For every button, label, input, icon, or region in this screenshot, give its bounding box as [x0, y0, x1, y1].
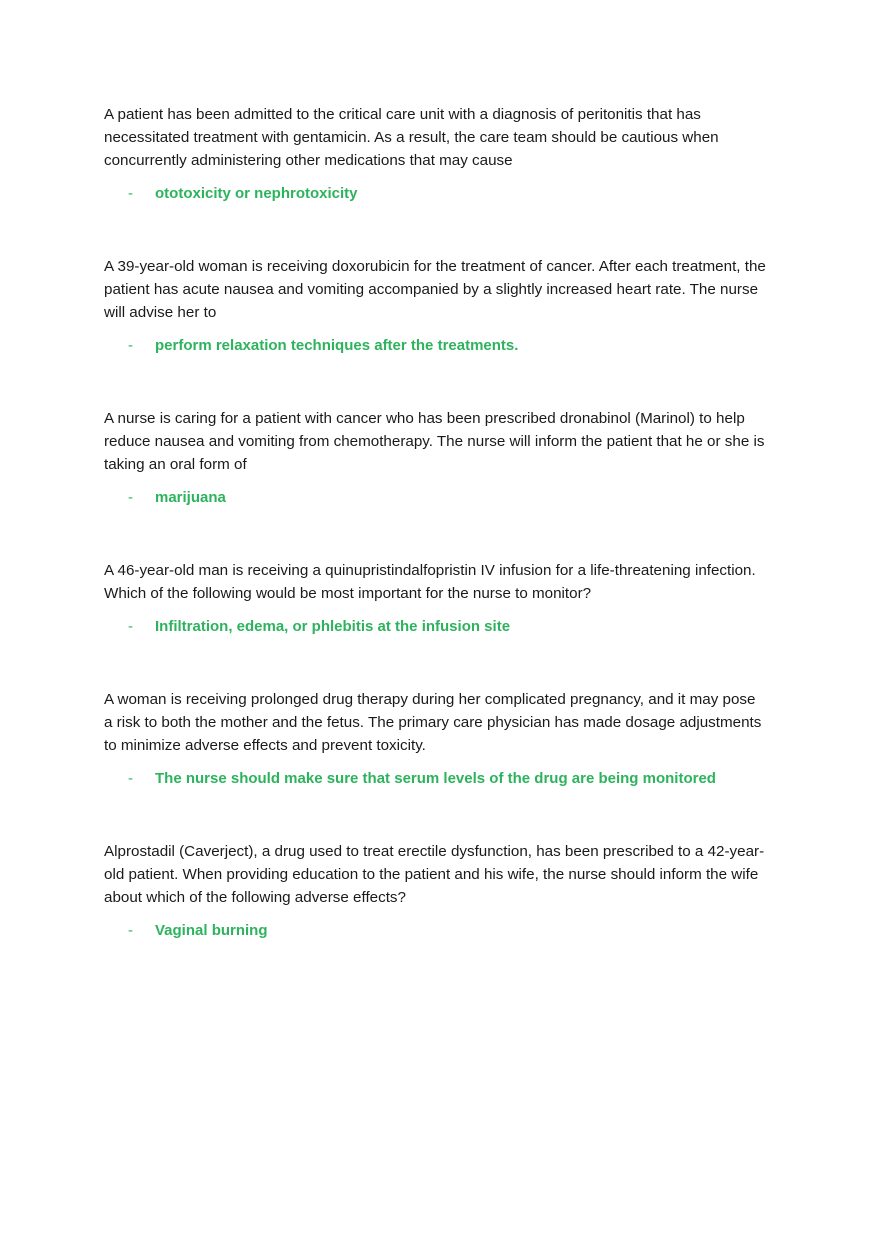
- answer-text: The nurse should make sure that serum levels of the drug are being monitored: [155, 770, 716, 787]
- bullet-dash: -: [128, 618, 133, 635]
- bullet-dash: -: [128, 489, 133, 506]
- question-text: A woman is receiving prolonged drug therapy during her complicated pregnancy, and it may pose a risk to both the mother and the fetus. The primary care physician has made dosage adjustments to minimize adverse effects and prevent toxicity.: [104, 691, 762, 754]
- question-text: Alprostadil (Caverject), a drug used to treat erectile dysfunction, has been prescribed to a 42-year-old patient. When providing education to the patient and his wife, the nurse should inform the wife about which of the following adverse effects?: [104, 843, 765, 906]
- answer-text: ototoxicity or nephrotoxicity: [155, 185, 358, 202]
- qa-item-4: [104, 559, 768, 638]
- answer-item: [104, 767, 768, 790]
- bullet-dash: -: [128, 922, 133, 939]
- answer-item: [104, 486, 768, 509]
- answer-text: perform relaxation techniques after the treatments.: [155, 337, 519, 354]
- qa-item-5: [104, 688, 768, 790]
- qa-item-6: [104, 840, 768, 942]
- question-text: A 46-year-old man is receiving a quinupristindalfopristin IV infusion for a life-threatening infection. Which of the following would be most important for the nurse to monitor?: [104, 562, 756, 602]
- question-text: A nurse is caring for a patient with cancer who has been prescribed dronabinol (Marinol) to help reduce nausea and vomiting from chemotherapy. The nurse will inform the patient that he or she is taking an oral form of: [104, 410, 765, 473]
- answer-text: Vaginal burning: [155, 922, 268, 939]
- answer-item: [104, 334, 768, 357]
- qa-item-1: [104, 103, 768, 205]
- answer-item: [104, 182, 768, 205]
- question-text: A 39-year-old woman is receiving doxorubicin for the treatment of cancer. After each treatment, the patient has acute nausea and vomiting accompanied by a slightly increased heart rate. The nurse will advise her to: [104, 258, 766, 321]
- answer-item: [104, 615, 768, 638]
- qa-item-2: [104, 255, 768, 357]
- answer-item: [104, 919, 768, 942]
- answer-text: marijuana: [155, 489, 226, 506]
- bullet-dash: -: [128, 185, 133, 202]
- answer-text: Infiltration, edema, or phlebitis at the infusion site: [155, 618, 511, 635]
- bullet-dash: -: [128, 770, 133, 787]
- document-content: [104, 103, 768, 992]
- question-text: A patient has been admitted to the critical care unit with a diagnosis of peritonitis that has necessitated treatment with gentamicin. As a result, the care team should be cautious when concurrently administering other medications that may cause: [104, 106, 719, 169]
- bullet-dash: -: [128, 337, 133, 354]
- qa-item-3: [104, 407, 768, 509]
